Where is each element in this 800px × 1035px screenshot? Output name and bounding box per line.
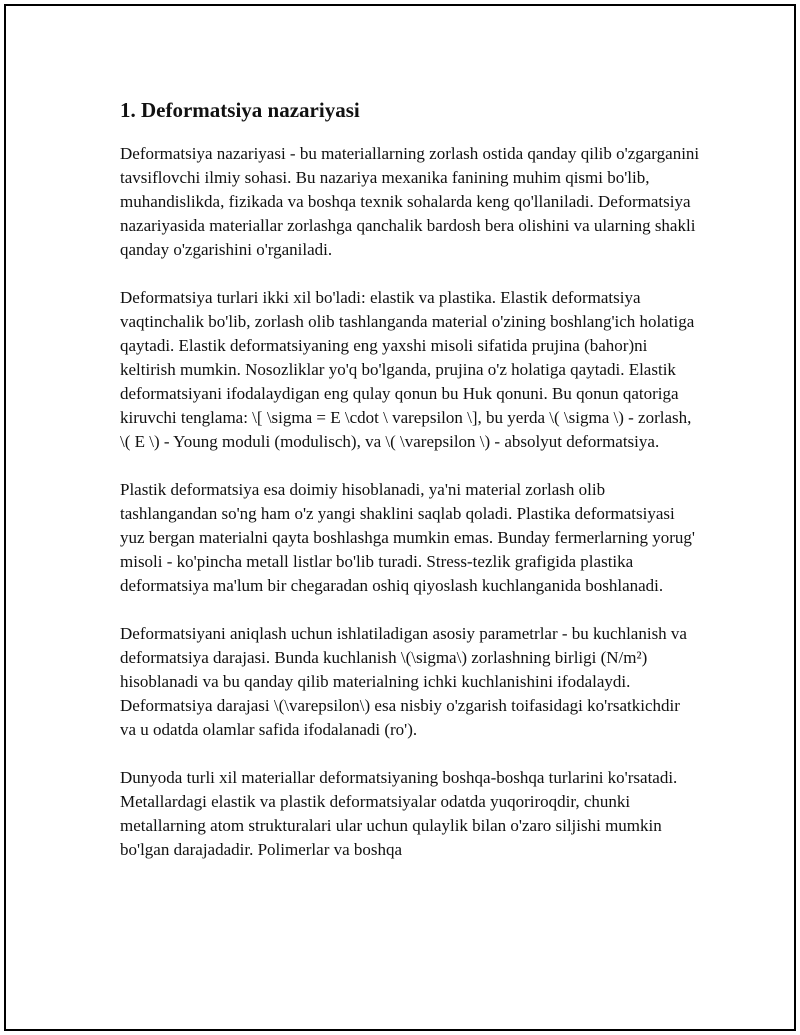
paragraph-parameters: Deformatsiyani aniqlash uchun ishlatiladigan asosiy parametrlar - bu kuchlanish va deformatsiya darajasi. Bunda kuchlanish \(\sigma\) zorlashning birligi (N/m²) hisoblanadi va bu qanday qilib materialning ichki kuchlanishini ifodalaydi. Deformatsiya darajasi \(\varepsilon\) esa nisbiy o'zgarish toifasidagi ko'rsatkichdir va u odatda olamlar safida ifodalanadi (ro').	[120, 624, 687, 739]
paragraph-intro: Deformatsiya nazariyasi - bu materiallarning zorlash ostida qanday qilib o'zgarganini tavsiflovchi ilmiy sohasi. Bu nazariya mexanika fanining muhim qismi bo'lib, muhandislikda, fizikada va boshqa texnik sohalarda keng qo'llaniladi. Deformatsiya nazariyasida materiallar zorlashga qanchalik bardosh bera olishini va ularning shakli qanday o'zgarishini o'rganiladi.	[120, 144, 700, 259]
paragraph-plastic-deformation: Plastik deformatsiya esa doimiy hisoblanadi, ya'ni material zorlash olib tashlangandan so'ng ham o'z yangi shaklini saqlab qoladi. Plastika deformatsiyasi yuz bergan materialni qayta boshlashga mumkin emas. Bunday fermerlarning yorug' misoli - ko'pincha metall listlar bo'lib turadi. Stress-tezlik grafigida plastika deformatsiya ma'lum bir chegaradan oshiq qiyoslash kuchlanganida boshlanadi.	[120, 480, 695, 595]
paragraph-deformation-types: Deformatsiya turlari ikki xil bo'ladi: elastik va plastika. Elastik deformatsiya vaqtinchalik bo'lib, zorlash olib tashlanganda material o'zining boshlang'ich holatiga qaytadi. Elastik deformatsiyaning eng yaxshi misoli sifatida prujina (bahor)ni keltirish mumkin. Nosozliklar yo'q bo'lganda, prujina o'z holatiga qaytadi. Elastik deformatsiyani ifodalaydigan eng qulay qonun bu Huk qonuni. Bu qonun qatoriga kiruvchi tenglama: \[ \sigma = E \cdot \ varepsilon \], bu yerda \( \sigma \) - zorlash, \( E \) - Young moduli (modulisch), va \( \varepsilon \) - absolyut deformatsiya.	[120, 288, 695, 451]
document-page	[4, 4, 796, 1031]
section-heading: 1. Deformatsiya nazariyasi	[120, 98, 360, 122]
paragraph-materials: Dunyoda turli xil materiallar deformatsiyaning boshqa-boshqa turlarini ko'rsatadi. Metallardagi elastik va plastik deformatsiyalar odatda yuqoriroqdir, chunki metallarning atom strukturalari ular uchun qulaylik bilan o'zaro siljishi mumkin bo'lgan darajadadir. Polimerlar va boshqa	[120, 768, 678, 859]
document-body	[120, 96, 700, 886]
